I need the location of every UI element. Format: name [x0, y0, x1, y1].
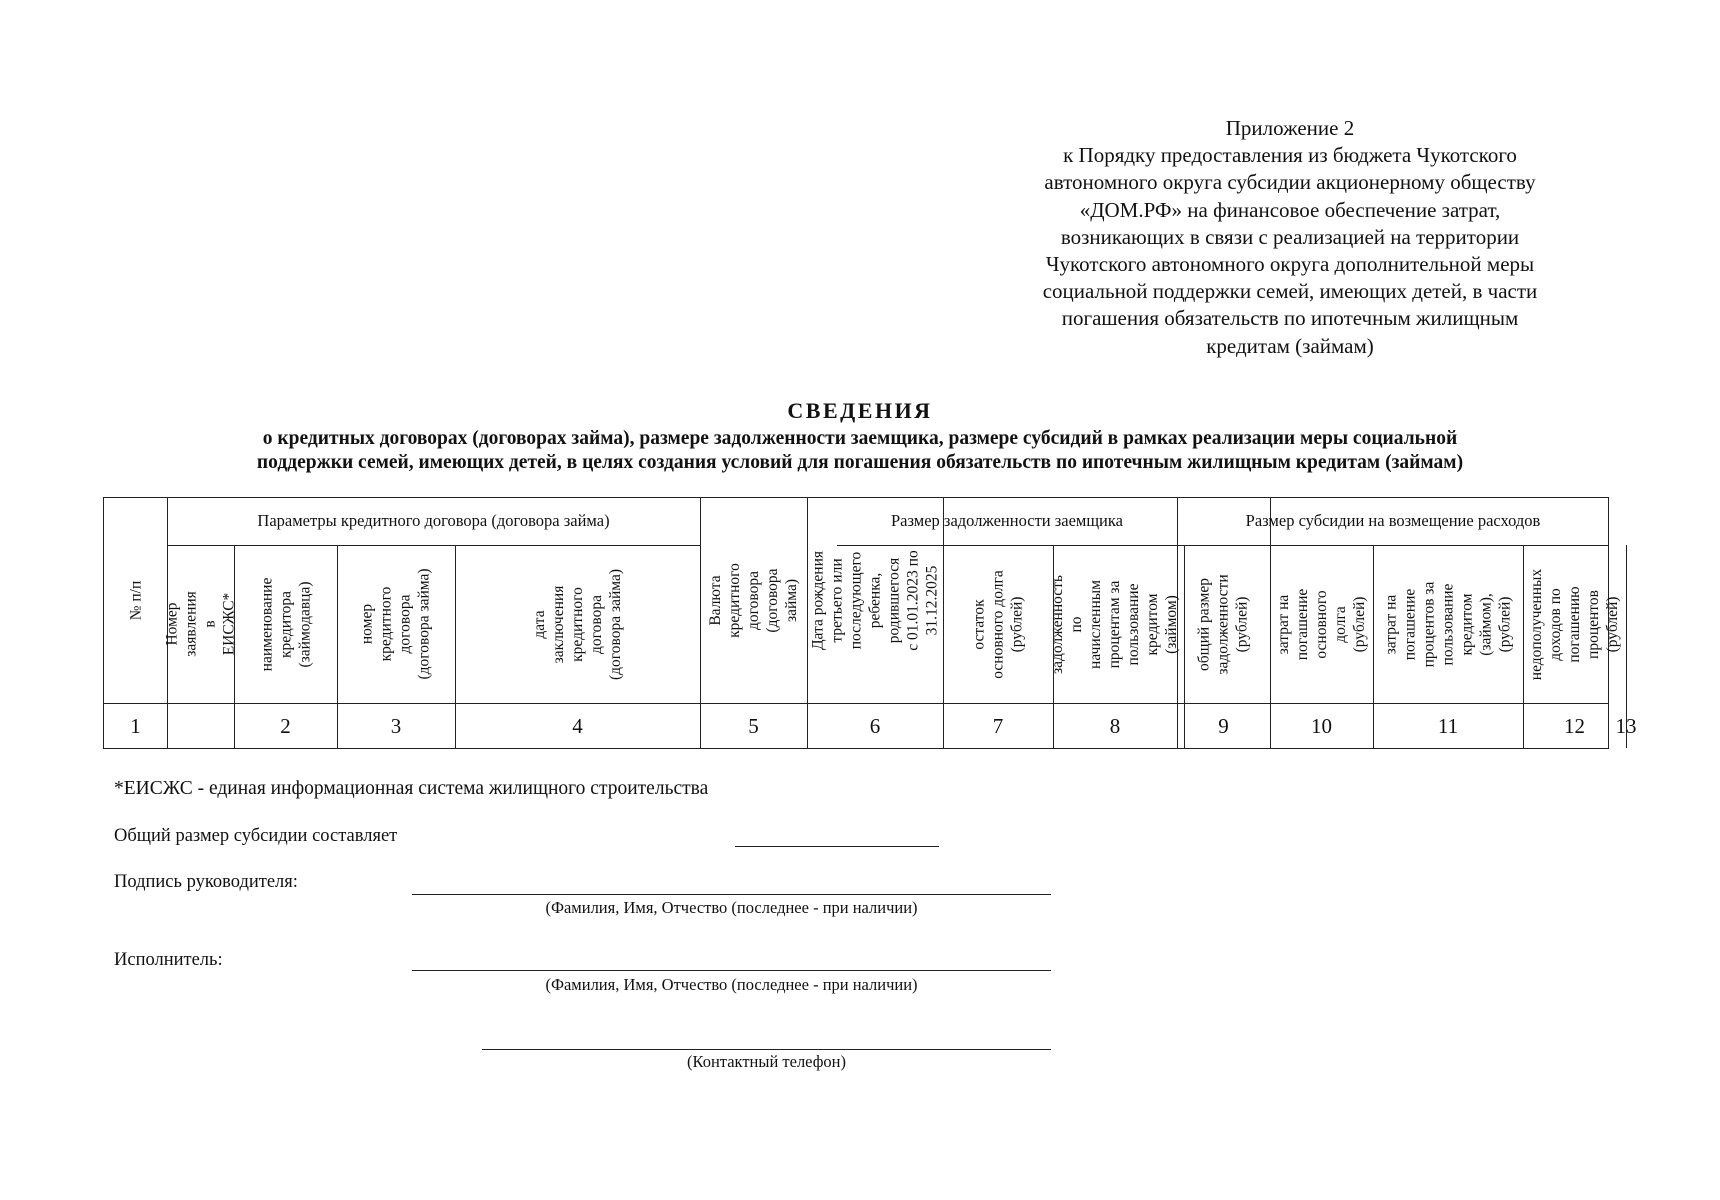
appendix-line: возникающих в связи с реализацией на территории [1060, 224, 1520, 249]
col-number: 1 [130, 713, 141, 738]
subtitle-line: о кредитных договорах (договорах займа), размере задолженности заемщика, размере субсидий в рамках реализации меры социальной [262, 428, 1458, 449]
document-title: СВЕДЕНИЯ [787, 398, 933, 423]
phone-caption: (Контактный телефон) [687, 1052, 846, 1071]
col-header-num: № п/п [127, 580, 144, 621]
appendix-line: социальной поддержки семей, имеющих детей, в части [1042, 279, 1538, 304]
col-number: 3 [390, 713, 402, 738]
col-header-contract-date: дата заключения кредитного договора (договора займа) [531, 568, 624, 680]
head-signature-label: Подпись руководителя: [114, 872, 298, 892]
col-number: 7 [992, 713, 1004, 738]
col-header-principal-costs: затрат на погашение основного долга (рублей) [1275, 588, 1368, 660]
group-header-credit-params: Параметры кредитного договора (договора займа) [257, 510, 610, 530]
total-subsidy-label: Общий размер субсидии составляет [114, 826, 398, 846]
col-header-application-no: Номер заявления в ЕИСЖС* [163, 591, 238, 657]
col-number [167, 704, 234, 748]
col-header-principal-balance: остаток основного долга (рублей) [970, 569, 1026, 679]
appendix-line: автономного округа субсидии акционерному обществу [1044, 170, 1536, 195]
group-header-debt-size: Размер задолженности заемщика [891, 510, 1123, 530]
col-header-creditor-name: наименование кредитора (займодавца) [257, 577, 313, 671]
head-signature-line[interactable] [412, 894, 1051, 895]
fio-caption: (Фамилия, Имя, Отчество (последнее - при наличии) [545, 975, 918, 994]
appendix-line: к Порядку предоставления из бюджета Чукотского [1063, 143, 1517, 168]
phone-line[interactable] [482, 1049, 1051, 1050]
col-number: 8 [1109, 713, 1121, 738]
col-header-interest-debt: задолженность по начисленным процентам за пользование кредитом (займом) [1049, 574, 1181, 674]
appendix-line: «ДОМ.РФ» на финансовое обеспечение затрат, [1079, 197, 1501, 222]
data-table: Параметры кредитного договора (договора займа) Размер задолженности заемщика Размер субсидии на возмещение расходов № п/п Номер заявления в ЕИСЖС* наименование кредитора (займодавца) номер кредитного договора (договора займа) дата заключения кредитного договора (договора займа) Валюта кредитного договора (договора займа) Дата рождения третьего или последующего ребенка, родившегося с 01.01.2023 по 31.12.2025 остаток основного долга (рублей) задолженность по начисленным процентам за пользование кредитом (займом) общий размер задолженности (рублей) затрат на погашение основного долга (рублей) затрат на погашение процентов за пользование кредитом (займом), (рублей) недополученных доходов по погашению процентов (рублей) 1 2 3 4 5 6 7 8 9 10 11 12 13 [103, 497, 1609, 749]
col-header-currency: Валюта кредитного договора (договора займа) [707, 563, 800, 638]
total-subsidy-line[interactable] [735, 846, 939, 847]
appendix-line: погашения обязательств по ипотечным жилищным [1061, 306, 1519, 331]
col-header-interest-costs: затрат на погашение процентов за пользование кредитом (займом), (рублей) [1382, 581, 1514, 667]
group-header-subsidy-size: Размер субсидии на возмещение расходов [1245, 510, 1541, 530]
appendix-line: Приложение 2 [1225, 116, 1355, 140]
col-header-lost-income: недополученных доходов по погашению процентов (рублей) [1528, 568, 1621, 680]
appendix-header [980, 115, 1600, 360]
executor-line[interactable] [412, 970, 1051, 971]
appendix-line: кредитам (займам) [1206, 333, 1374, 358]
fio-caption: (Фамилия, Имя, Отчество (последнее - при наличии) [545, 898, 918, 917]
col-number: 5 [748, 713, 759, 738]
col-header-total-debt: общий размер задолженности (рублей) [1196, 573, 1252, 675]
subtitle-line: поддержки семей, имеющих детей, в целях создания условий для погашения обязательств по ипотечным жилищным кредитам (займам) [256, 452, 1464, 473]
col-number: 2 [280, 713, 291, 738]
col-number: 9 [1218, 713, 1229, 738]
footnote: *ЕИСЖС - единая информационная система жилищного строительства [114, 778, 709, 799]
col-header-contract-no: номер кредитного договора (договора займа) [359, 568, 433, 680]
col-number: 6 [869, 713, 881, 738]
col-number: 4 [572, 713, 583, 738]
executor-label: Исполнитель: [114, 950, 223, 970]
col-number: 11 [1437, 713, 1459, 738]
document-subtitle [0, 427, 1720, 475]
col-number: 12 [1564, 713, 1585, 738]
col-number: 10 [1311, 713, 1332, 738]
appendix-line: Чукотского автономного округа дополнительной меры [1045, 252, 1535, 277]
col-header-child-birth-date: Дата рождения третьего или последующего ребенка, родившегося с 01.01.2023 по 31.12.2025 [809, 550, 941, 651]
